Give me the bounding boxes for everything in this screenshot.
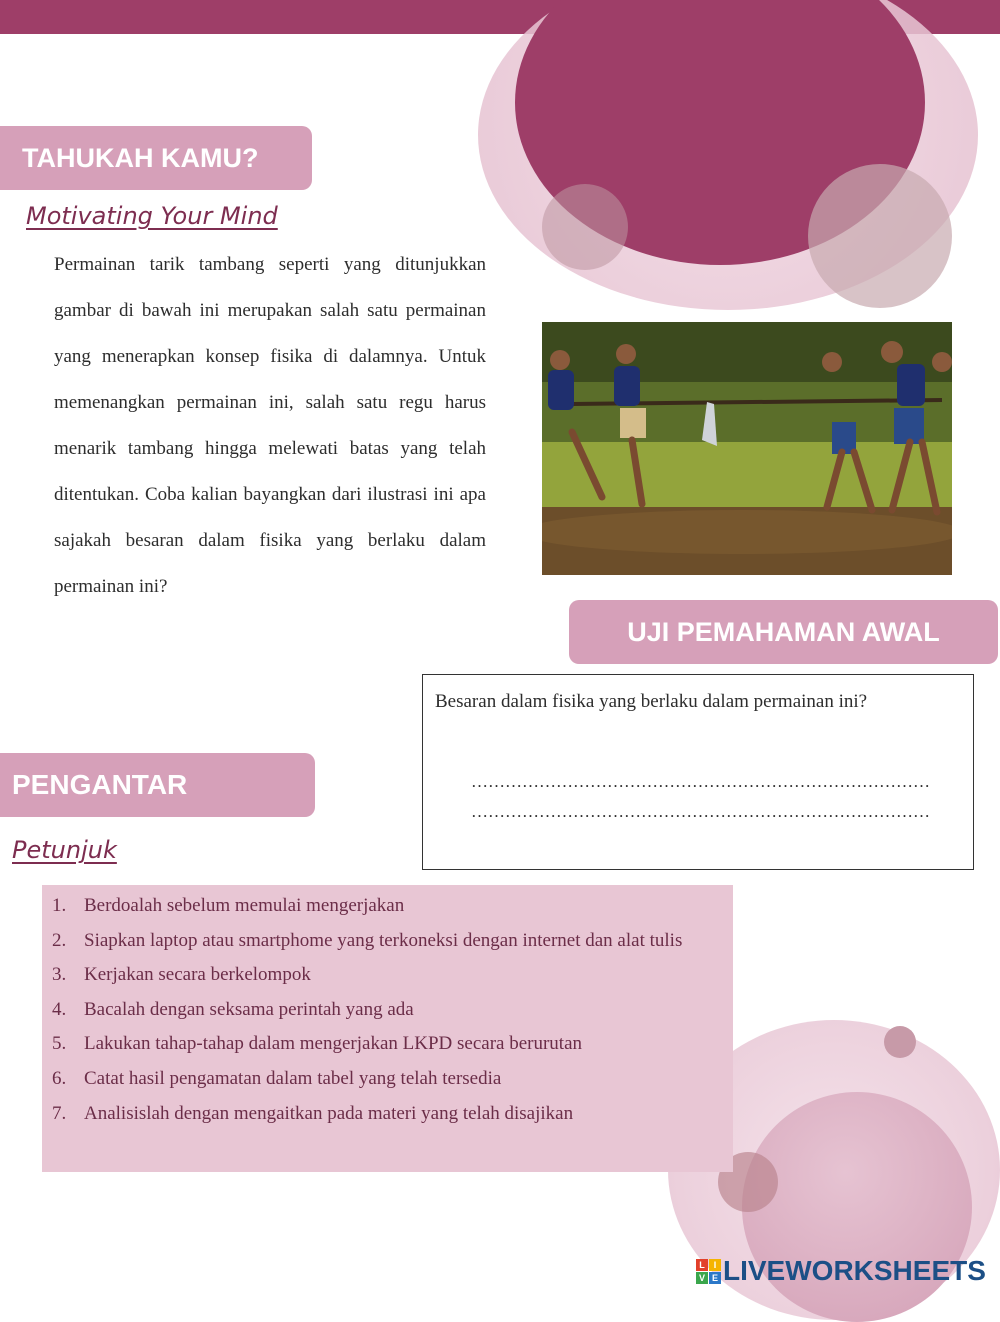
list-item [52,1062,723,1097]
decorative-dot-right [808,164,952,308]
instructions-list [52,889,723,1131]
list-item-number: 3. [52,964,67,986]
logo-tile-i: I [709,1259,721,1271]
list-item-text: Kerjakan secara berkelompok [84,964,311,986]
list-item-number: 4. [52,998,67,1020]
list-item [52,1027,723,1062]
list-item-number: 7. [52,1102,67,1124]
logo-tiles-icon [696,1259,721,1284]
list-item-text: Bacalah dengan seksama perintah yang ada [84,998,414,1020]
list-item-text: Catat hasil pengamatan dalam tabel yang telah tersedia [84,1067,502,1089]
list-item-number: 2. [52,929,67,951]
heading-pengantar: PENGANTAR [0,753,315,817]
list-item [52,958,723,993]
answer-question: Besaran dalam fisika yang berlaku dalam permainan ini? [435,691,868,712]
list-item [52,889,723,924]
logo-tile-v: V [696,1272,708,1284]
heading-tahukah-kamu: TAHUKAH KAMU? [0,126,312,190]
list-item-text: Analisislah dengan mengaitkan pada materi yang telah disajikan [84,1102,574,1124]
decorative-dot-small [884,1026,916,1058]
list-item-number: 1. [52,895,67,916]
tug-of-war-illustration [542,322,952,575]
logo-tile-l: L [696,1259,708,1271]
heading-uji-pemahaman-awal: UJI PEMAHAMAN AWAL [569,600,998,664]
logo-tile-e: E [709,1272,721,1284]
list-item-number: 6. [52,1067,67,1089]
answer-line-1[interactable]: ……………………………………………………………………… [471,772,930,791]
list-item [52,1097,723,1132]
instructions-box [42,885,733,1172]
answer-line-2[interactable]: ……………………………………………………………………… [471,802,930,821]
answer-box[interactable] [422,674,974,870]
list-item-text: Lakukan tahap-tahap dalam mengerjakan LKPD secara berurutan [84,1033,582,1055]
intro-paragraph: Permainan tarik tambang seperti yang ditunjukkan gambar di bawah ini merupakan salah satu permainan yang menerapkan konsep fisika di dalamnya. Untuk memenangkan permainan ini, salah satu regu harus menarik tambang hingga melewati batas yang telah ditentukan. Coba kalian bayangkan dari ilustrasi ini apa sajakah besaran dalam fisika yang berlaku dalam permainan ini? [54,254,486,597]
tug-of-war-photo [542,322,952,575]
list-item [52,924,723,959]
liveworksheets-logo[interactable] [696,1255,986,1287]
list-item-number: 5. [52,1033,67,1055]
decorative-dot-left [542,184,628,270]
list-item-text: Siapkan laptop atau smartphome yang terkoneksi dengan internet dan alat tulis [84,929,683,951]
subheading-motivating-your-mind: Motivating Your Mind [26,202,278,230]
decorative-circle-bottom [742,1092,972,1322]
subheading-petunjuk: Petunjuk [12,836,117,864]
list-item-text: Berdoalah sebelum memulai mengerjakan [84,895,405,916]
logo-text: LIVEWORKSHEETS [723,1255,986,1286]
list-item [52,993,723,1028]
